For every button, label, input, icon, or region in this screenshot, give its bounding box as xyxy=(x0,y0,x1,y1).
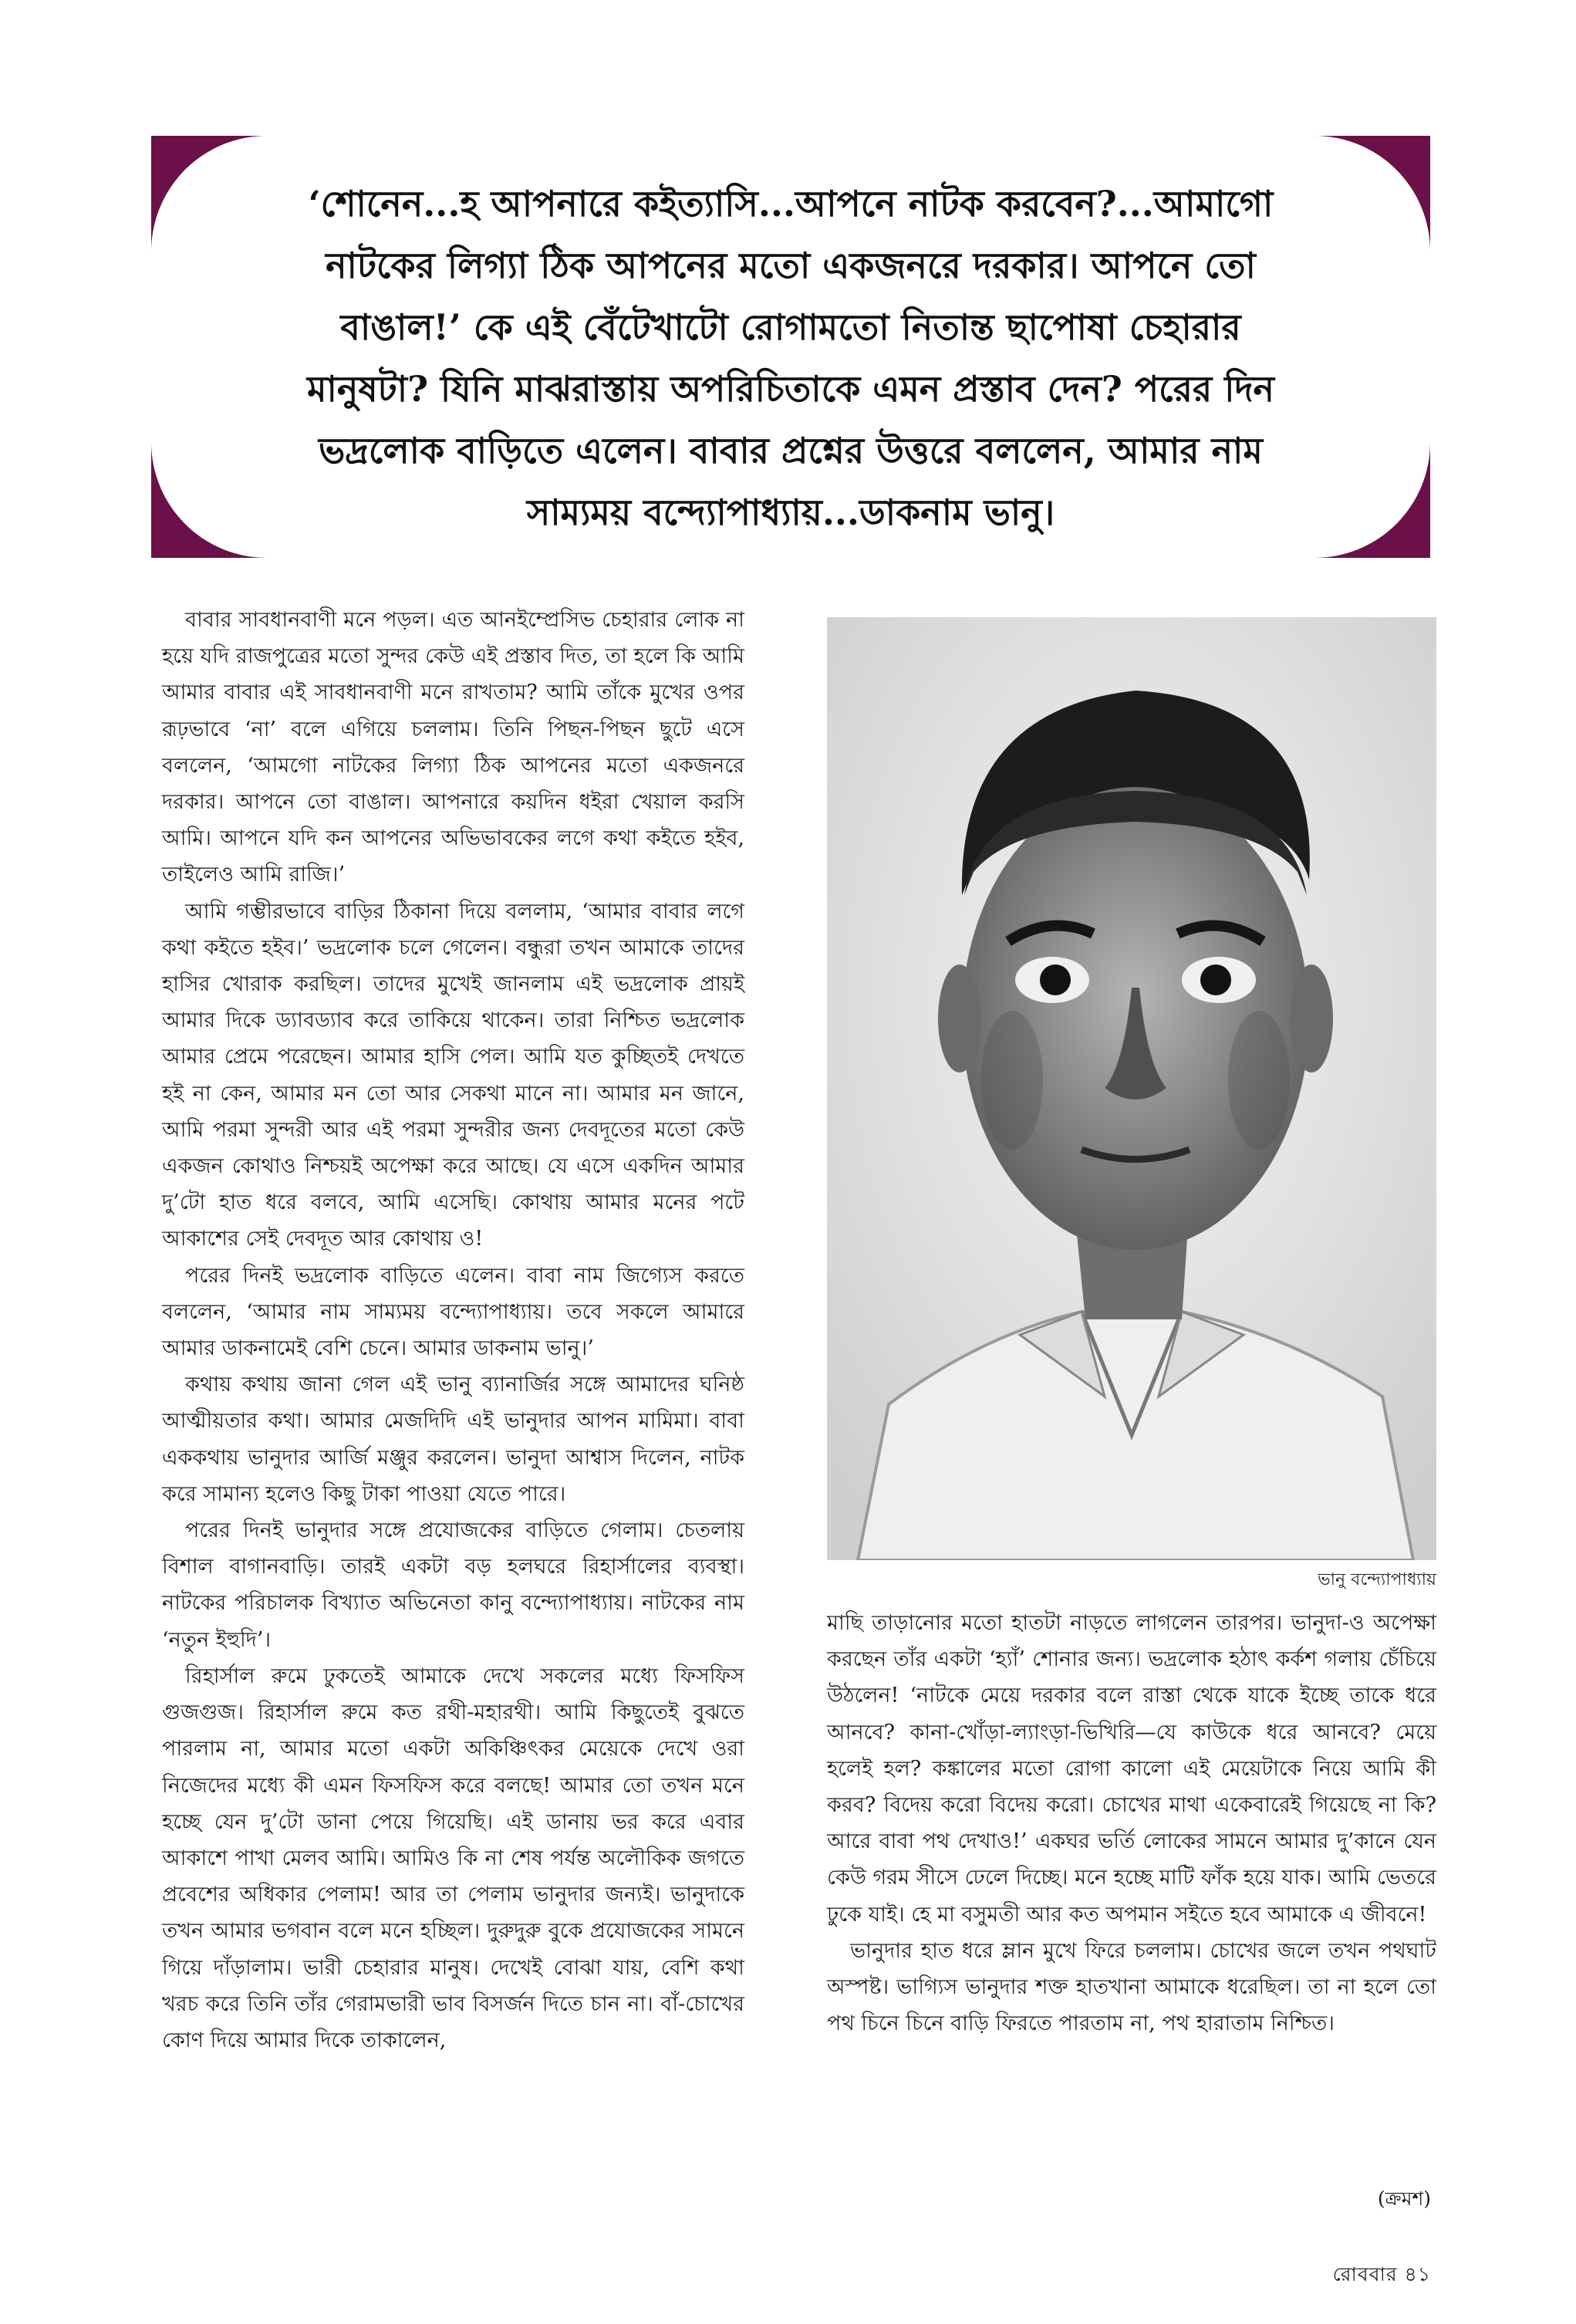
article-column-left xyxy=(162,602,744,2059)
pull-quote-line: ভদ্রলোক বাড়িতে এলেন। বাবার প্রশ্নের উত্তরে বললেন, আমার নাম xyxy=(319,430,1263,471)
article-paragraph: রিহার্সাল রুমে ঢুকতেই আমাকে দেখে সকলের মধ্যে ফিসফিস গুজগুজ। রিহার্সাল রুমে কত রথী-মহারথী। আমি কিছুতেই বুঝতে পারলাম না, আমার মতো একটা অকিঞ্চিৎকর মেয়েকে দেখে ওরা নিজেদের মধ্যে কী এমন ফিসফিস করে বলছে! আমার তো তখন মনে হচ্ছে যেন দু’টো ডানা পেয়ে গিয়েছি। এই ডানায় ভর করে এবার আকাশে পাখা মেলব আমি। আমিও কি না শেষ পর্যন্ত অলৌকিক জগতে প্রবেশের অধিকার পেলাম! আর তা পেলাম ভানুদার জন্যই। ভানুদাকে তখন আমার ভগবান বলে মনে হচ্ছিল। দুরুদুরু বুকে প্রযোজকের সামনে গিয়ে দাঁড়ালাম। ভারী চেহারার মানুষ। দেখেই বোঝা যায়, বেশি কথা খরচ করে তিনি তাঁর গেরামভারী ভাব বিসর্জন দিতে চান না। বাঁ-চোখের কোণ দিয়ে আমার দিকে তাকালেন, xyxy=(162,1664,744,2052)
pull-quote-text xyxy=(205,173,1376,543)
continued-label: (ক্রমশ) xyxy=(1377,2187,1431,2210)
pull-quote-line: সাম্যময় বন্দ্যোপাধ্যায়...ডাকনাম ভানু। xyxy=(526,491,1055,533)
article-paragraph: আমি গম্ভীরভাবে বাড়ির ঠিকানা দিয়ে বললাম, ‘আমার বাবার লগে কথা কইতে হইব।’ ভদ্রলোক চলে গেলেন। বন্ধুরা তখন আমাকে তাদের হাসির খোরাক করছিল। তাদের মুখেই জানলাম এই ভদ্রলোক প্রায়ই আমার দিকে ড্যাবড্যাব করে তাকিয়ে থাকেন। তারা নিশ্চিত ভদ্রলোক আমার প্রেমে পরেছেন। আমার হাসি পেল। আমি যত কুচ্ছিতই দেখতে হই না কেন, আমার মন তো আর সেকথা মানে না। আমার মন জানে, আমি পরমা সুন্দরী আর এই পরমা সুন্দরীর জন্য দেবদূতের মতো কেউ একজন কোথাও নিশ্চয়ই অপেক্ষা করে আছে। যে এসে একদিন আমার দু’টো হাত ধরে বলবে, আমি এসেছি। কোথায় আমার মনের পটে আকাশের সেই দেবদূত আর কোথায় ও! xyxy=(162,899,744,1252)
pull-quote-line: নাটকের লিগ্যা ঠিক আপনের মতো একজনরে দরকার। আপনে তো xyxy=(326,245,1256,286)
page-folio: রোববার ৪১ xyxy=(1332,2263,1431,2285)
portrait-photo xyxy=(827,617,1436,1560)
pull-quote-line: ‘শোনেন...হ আপনারে কইত্যাসি...আপনে নাটক করবেন?...আমাগো xyxy=(308,183,1274,225)
photo-caption: ভানু বন্দ্যোপাধ্যায় xyxy=(1318,1570,1436,1589)
article-paragraph: কথায় কথায় জানা গেল এই ভানু ব্যানার্জির সঙ্গে আমাদের ঘনিষ্ঠ আত্মীয়তার কথা। আমার মেজদিদি এই ভানুদার আপন মামিমা। বাবা এককথায় ভানুদার আর্জি মঞ্জুর করলেন। ভানুদা আশ্বাস দিলেন, নাটক করে সামান্য হলেও কিছু টাকা পাওয়া যেতে পারে। xyxy=(162,1373,744,1506)
article-column-right xyxy=(827,1605,1436,2042)
pull-quote-line: বাঙাল!’ কে এই বেঁটেখাটো রোগামতো নিতান্ত ছাপোষা চেহারার xyxy=(340,306,1241,348)
article-paragraph: পরের দিনই ভদ্রলোক বাড়িতে এলেন। বাবা নাম জিগ্যেস করতে বললেন, ‘আমার নাম সাম্যময় বন্দ্যোপাধ্যায়। তবে সকলে আমারে আমার ডাকনামেই বেশি চেনে। আমার ডাকনাম ভানু।’ xyxy=(162,1263,744,1361)
portrait-illustration xyxy=(827,617,1436,1560)
article-paragraph: বাবার সাবধানবাণী মনে পড়ল। এত আনইম্প্রেসিভ চেহারার লোক না হয়ে যদি রাজপুত্রের মতো সুন্দর কেউ এই প্রস্তাব দিত, তা হলে কি আমি আমার বাবার এই সাবধানবাণী মনে রাখতাম? আমি তাঁকে মুখের ওপর রূঢ়ভাবে ‘না’ বলে এগিয়ে চললাম। তিনি পিছন-পিছন ছুটে এসে বললেন, ‘আমগো নাটকের লিগ্যা ঠিক আপনের মতো একজনরে দরকার। আপনে তো বাঙাল। আপনারে কয়দিন ধইরা খেয়াল করসি আমি। আপনে যদি কন আপনের অভিভাবকের লগে কথা কইতে হইব, তাইলেও আমি রাজি।’ xyxy=(162,608,744,887)
article-paragraph: ভানুদার হাত ধরে ম্লান মুখে ফিরে চললাম। চোখের জলে তখন পথঘাট অস্পষ্ট। ভাগ্যিস ভানুদার শক্ত হাতখানা আমাকে ধরেছিল। তা না হলে তো পথ চিনে চিনে বাড়ি ফিরতে পারতাম না, পথ হারাতাম নিশ্চিত। xyxy=(827,1938,1436,2036)
article-paragraph: পরের দিনই ভানুদার সঙ্গে প্রযোজকের বাড়িতে গেলাম। চেতলায় বিশাল বাগানবাড়ি। তারই একটা বড় হলঘরে রিহার্সালের ব্যবস্থা। নাটকের পরিচালক বিখ্যাত অভিনেতা কানু বন্দ্যোপাধ্যায়। নাটকের নাম ‘নতুন ইহুদি’। xyxy=(162,1518,744,1652)
article-paragraph: মাছি তাড়ানোর মতো হাতটা নাড়তে লাগলেন তারপর। ভানুদা-ও অপেক্ষা করছেন তাঁর একটা ‘হ্যাঁ’ শোনার জন্য। ভদ্রলোক হঠাৎ কর্কশ গলায় চেঁচিয়ে উঠলেন! ‘নাটকে মেয়ে দরকার বলে রাস্তা থেকে যাকে ইচ্ছে তাকে ধরে আনবে? কানা-খোঁড়া-ল্যাংড়া-ভিখিরি—যে কাউকে ধরে আনবে? মেয়ে হলেই হল? কঙ্কালের মতো রোগা কালো এই মেয়েটাকে নিয়ে আমি কী করব? বিদেয় করো বিদেয় করো। চোখের মাথা একেবারেই গিয়েছে না কি? আরে বাবা পথ দেখাও!’ একঘর ভর্তি লোকের সামনে আমার দু’কানে যেন কেউ গরম সীসে ঢেলে দিচ্ছে। মনে হচ্ছে মাটি ফাঁক হয়ে যাক। আমি ভেতরে ঢুকে যাই। হে মা বসুমতী আর কত অপমান সইতে হবে আমাকে এ জীবনে! xyxy=(827,1611,1436,1927)
pull-quote-line: মানুষটা? যিনি মাঝরাস্তায় অপরিচিতাকে এমন প্রস্তাব দেন? পরের দিন xyxy=(306,368,1275,410)
pull-quote xyxy=(151,136,1430,558)
